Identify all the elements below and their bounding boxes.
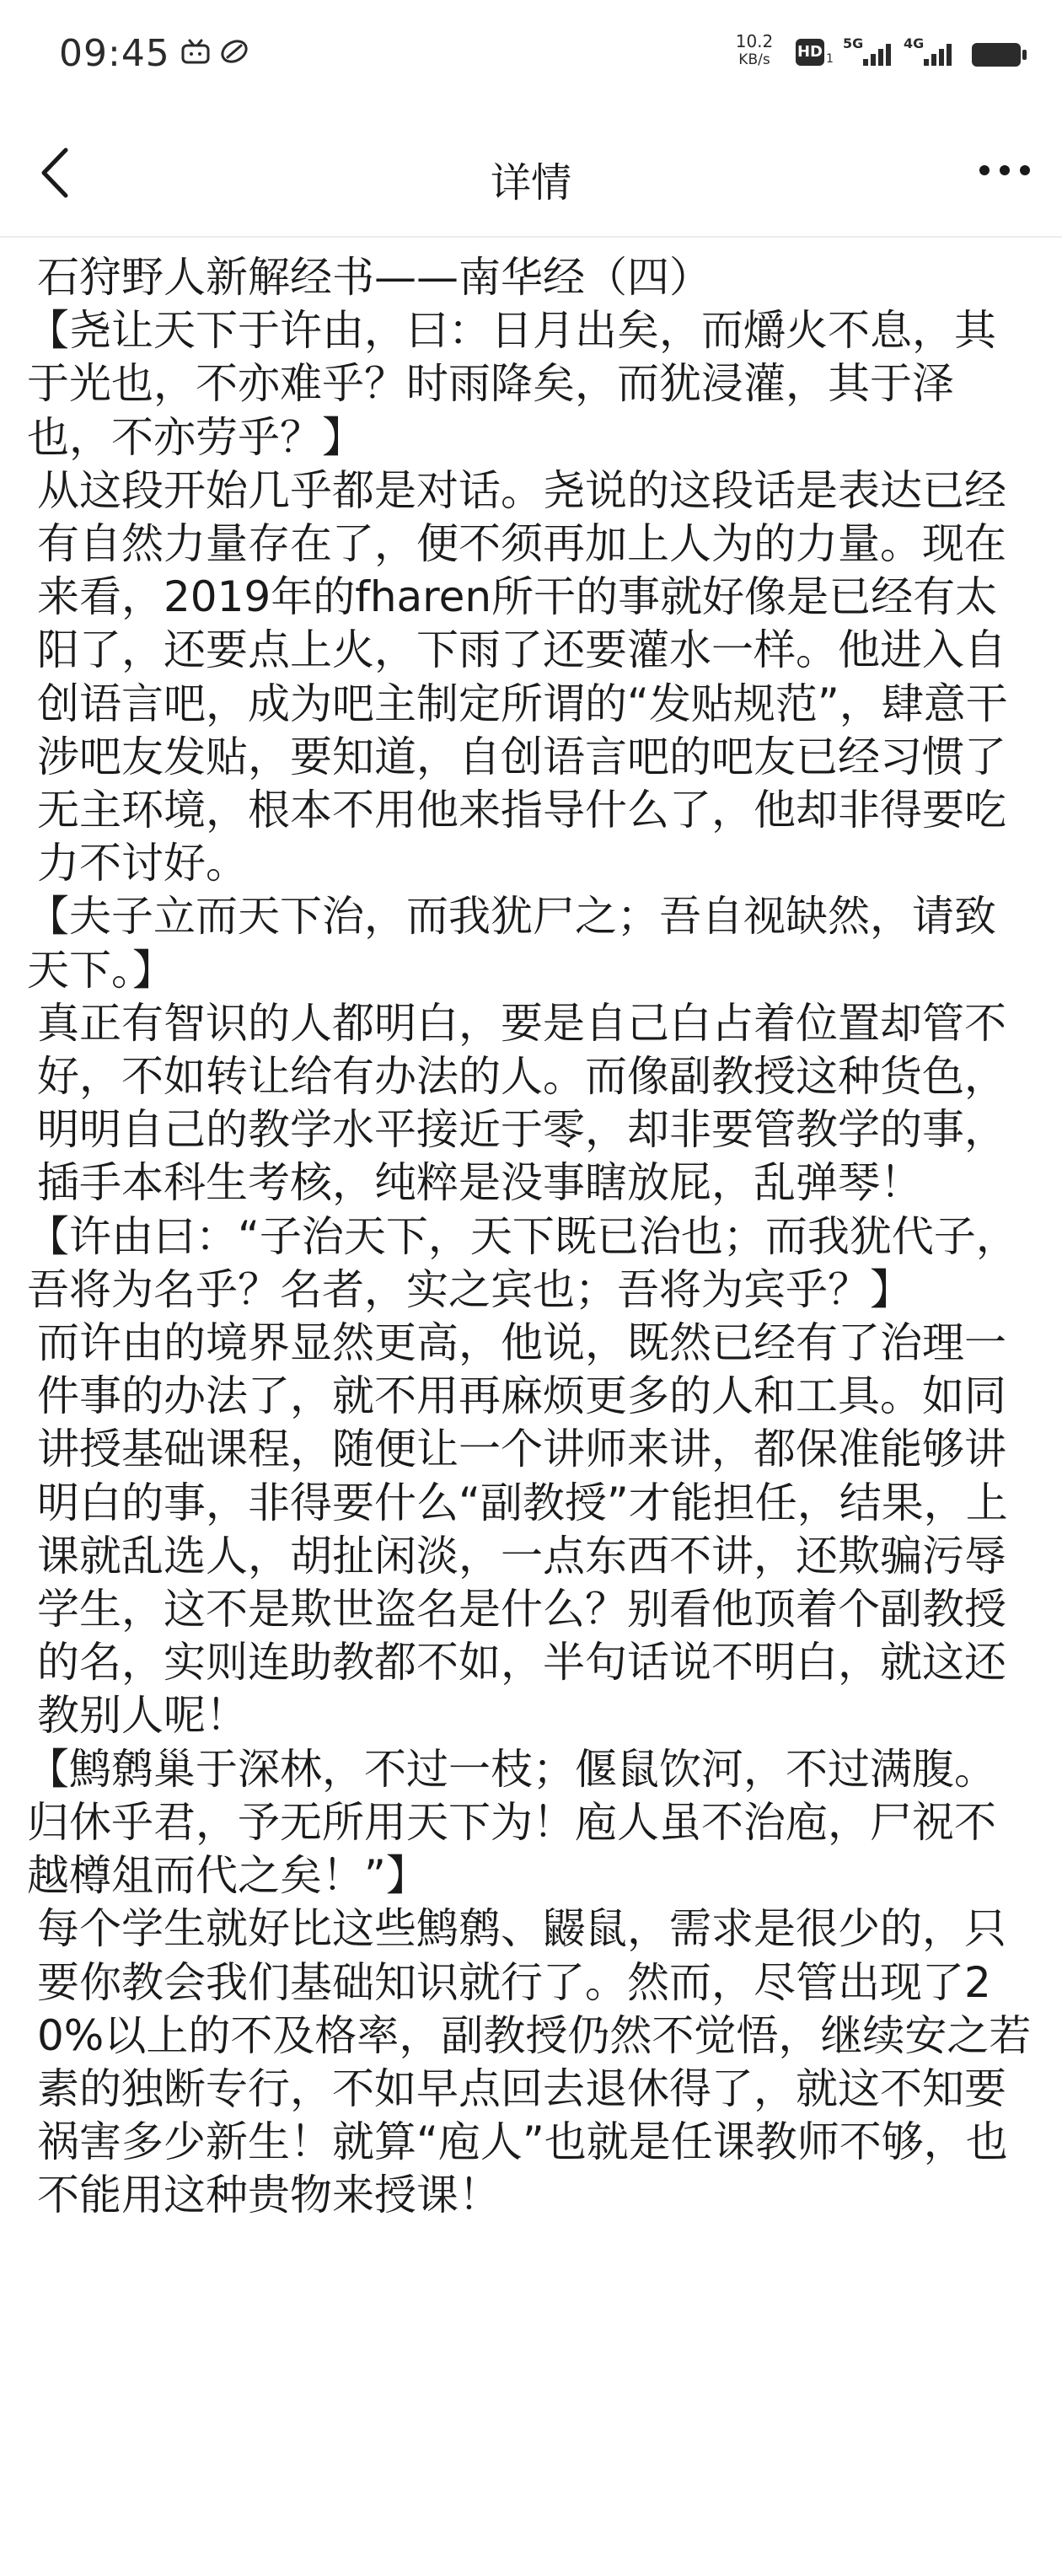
article-quote: 【鹪鹩巢于深林，不过一枝；偃鼠饮河，不过满腹。归休乎君，予无所用天下为！庖人虽不治庖，尸祝不越樽俎而代之矣！”】 <box>27 1744 996 1901</box>
more-horizontal-icon[interactable] <box>974 153 1035 187</box>
signal-4g-label: 4G <box>904 35 925 51</box>
hd-icon <box>796 39 834 69</box>
net-speed <box>725 32 784 69</box>
link-icon <box>219 39 249 64</box>
article-quote: 【夫子立而天下治，而我犹尸之；吾自视缺然，请致天下。】 <box>27 892 996 995</box>
article-quote: 【许由曰：“子治天下，天下既已治也；而我犹代子，吾将为名乎？名者，实之宾也；吾将为宾乎？】 <box>27 1211 1018 1314</box>
tv-icon <box>180 39 211 64</box>
battery-icon <box>971 40 1028 69</box>
page-title: 详情 <box>490 159 571 207</box>
article-quote: 【尧让天下于许由，曰：日月出矣，而爝火不息，其于光也，不亦难乎？时雨降矣，而犹浸灌，其于泽也，不亦劳乎？】 <box>27 306 996 462</box>
status-time: 09:45 <box>59 32 170 75</box>
net-speed-value: 10.2 <box>735 31 774 51</box>
article-paragraph: 而许由的境界显然更高，他说，既然已经有了治理一件事的办法了，就不用再麻烦更多的人和工具。如同讲授基础课程，随便让一个讲师来讲，都保准能够讲明白的事，非得要什么“副教授”才能担任，结果，上课就乱选人，胡扯闲淡，一点东西不讲，还欺骗污辱学生，这不是欺世盗名是什么？别看他顶着个副教授的名，实则连助教都不如，半句话说不明白，就这还教别人呢！ <box>37 1318 1008 1741</box>
article-content <box>27 251 1032 2223</box>
nav-bar <box>0 110 1062 238</box>
status-right-group <box>725 32 1045 79</box>
article-paragraph: 真正有智识的人都明白，要是自己白占着位置却管不好，不如转让给有办法的人。而像副教授这种货色，明明自己的教学水平接近于零，却非要管教学的事，插手本科生考核，纯粹是没事瞎放屁，乱弹琴！ <box>37 998 1006 1208</box>
hd-index: 1 <box>826 52 834 66</box>
hd-badge: HD <box>796 39 824 66</box>
article-paragraph: 每个学生就好比这些鹪鹩、鼹鼠，需求是很少的，只要你教会我们基础知识就行了。然而，尽管出现了20%以上的不及格率，副教授仍然不觉悟，继续安之若素的独断专行，不如早点回去退休得了，就这不知要祸害多少新生！就算“庖人”也就是任课教师不够，也不能用这种贵物来授课！ <box>37 1904 1032 2220</box>
article-title: 石狩野人新解经书——南华经（四） <box>37 253 711 302</box>
signal-5g-label: 5G <box>843 35 864 51</box>
signal-4g-icon <box>904 35 957 69</box>
signal-5g-icon <box>843 35 897 69</box>
status-bar <box>0 0 1062 110</box>
net-speed-unit: KB/s <box>738 51 770 68</box>
article-paragraph: 从这段开始几乎都是对话。尧说的这段话是表达已经有自然力量存在了，便不须再加上人为的力量。现在来看，2019年的fharen所干的事就好像是已经有太阳了，还要点上火，下雨了还要灌水一样。他进入自创语言吧，成为吧主制定所谓的“发贴规范”，肆意干涉吧友发贴，要知道，自创语言吧的吧友已经习惯了无主环境，根本不用他来指导什么了，他却非得要吃力不讨好。 <box>37 465 1008 888</box>
